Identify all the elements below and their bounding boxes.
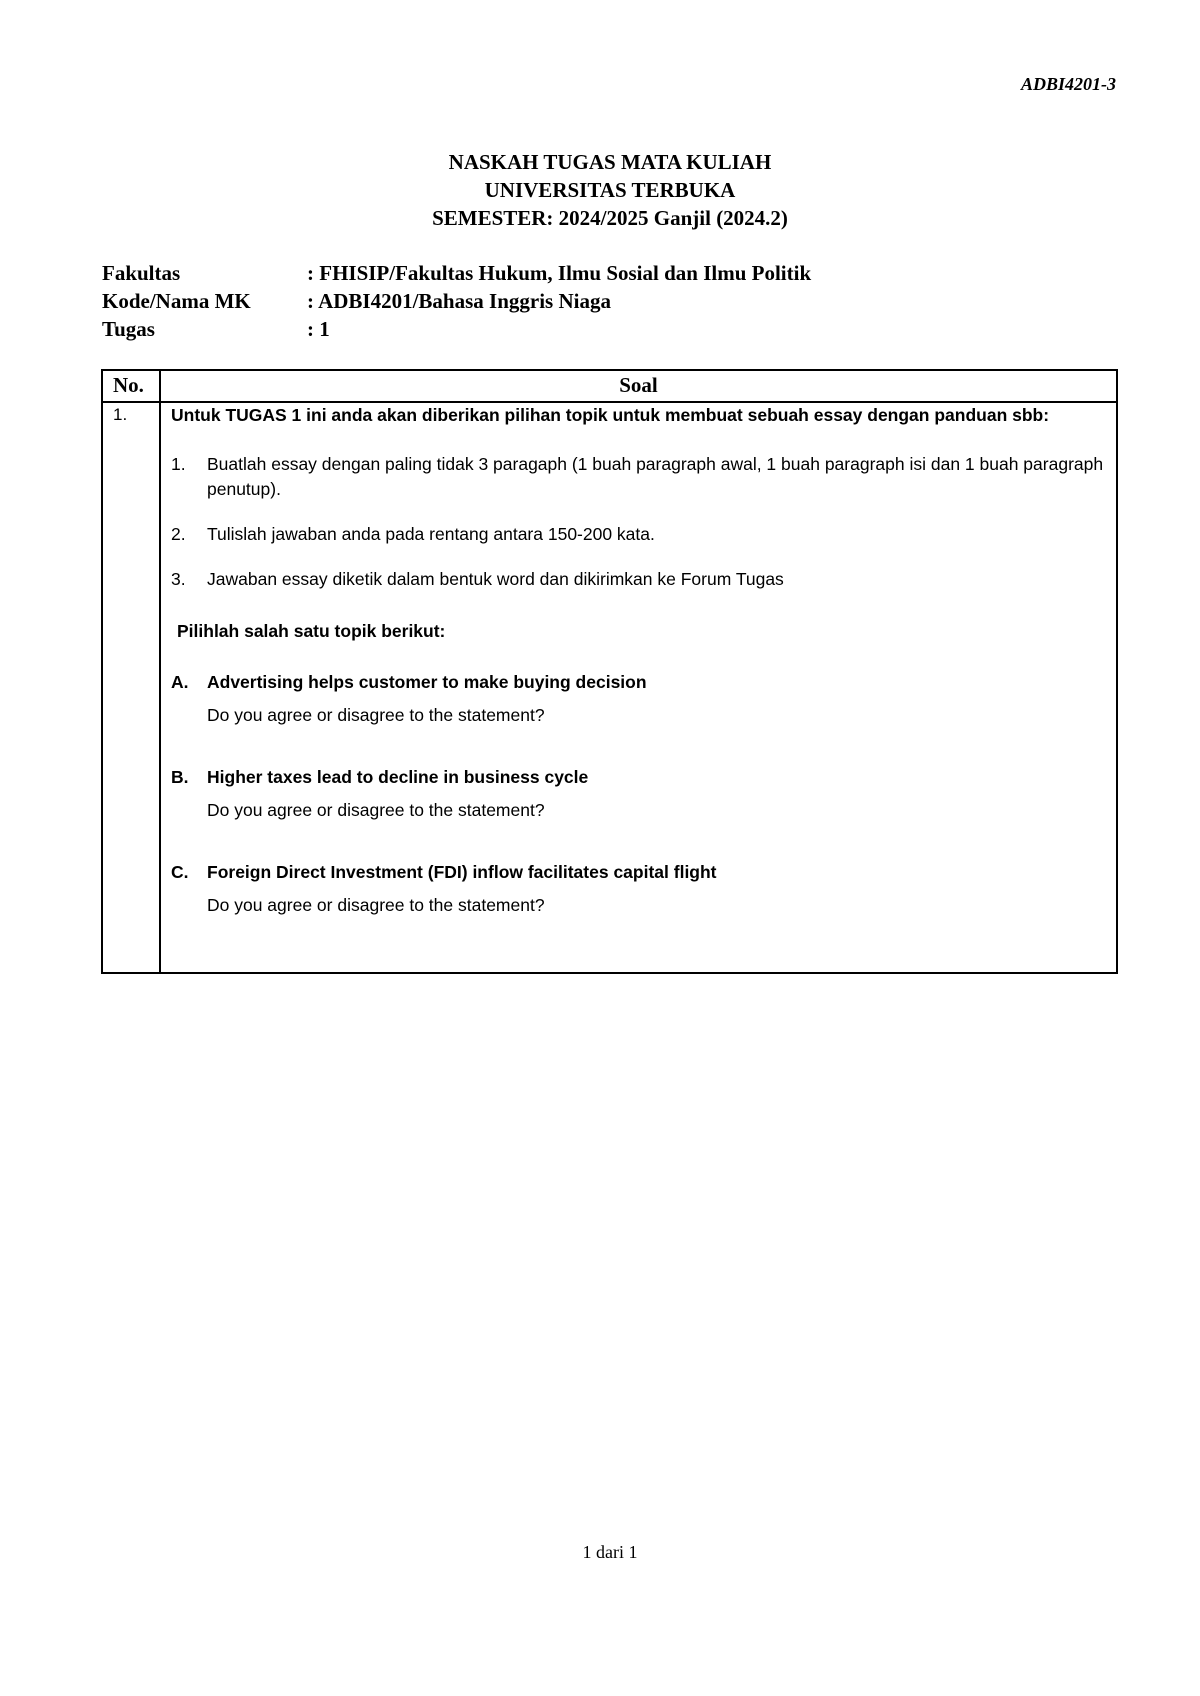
title-line-1: NASKAH TUGAS MATA KULIAH bbox=[448, 150, 772, 174]
header-no: No. bbox=[113, 373, 144, 397]
page-number: 1 dari 1 bbox=[582, 1542, 638, 1562]
topic-heading bbox=[171, 765, 1109, 790]
topic-title: Higher taxes lead to decline in business cycle bbox=[207, 767, 589, 787]
topic-letter: B. bbox=[171, 767, 189, 787]
topic-a bbox=[171, 670, 1109, 728]
meta-row-fakultas bbox=[102, 259, 811, 287]
row-number: 1. bbox=[113, 405, 128, 424]
meta-row-tugas bbox=[102, 315, 811, 343]
header-soal: Soal bbox=[619, 373, 658, 397]
instruction-list bbox=[171, 452, 1109, 592]
column-divider bbox=[159, 371, 161, 972]
list-item-number: 3. bbox=[171, 569, 186, 589]
list-item bbox=[171, 522, 1109, 547]
meta-row-kode bbox=[102, 287, 811, 315]
topic-title: Foreign Direct Investment (FDI) inflow facilitates capital flight bbox=[207, 862, 717, 882]
tugas-label: Tugas bbox=[102, 317, 155, 341]
title-line-2: UNIVERSITAS TERBUKA bbox=[484, 178, 736, 202]
topic-letter: A. bbox=[171, 672, 189, 692]
list-item bbox=[171, 567, 1109, 592]
soal-table bbox=[101, 369, 1118, 974]
kode-label: Kode/Nama MK bbox=[102, 289, 251, 313]
list-item-text: Jawaban essay diketik dalam bentuk word dan dikirimkan ke Forum Tugas bbox=[207, 569, 784, 589]
course-meta bbox=[102, 259, 811, 343]
course-code-header: ADBI4201-3 bbox=[1020, 74, 1116, 94]
list-item-text: Buatlah essay dengan paling tidak 3 paragaph (1 buah paragraph awal, 1 buah paragraph isi dan 1 buah paragraph penutup). bbox=[207, 454, 1104, 499]
table-header bbox=[103, 371, 1116, 403]
list-item-number: 1. bbox=[171, 454, 186, 474]
title-line-3: SEMESTER: 2024/2025 Ganjil (2024.2) bbox=[432, 206, 788, 230]
tugas-value: : 1 bbox=[307, 317, 330, 341]
list-item-text: Tulislah jawaban anda pada rentang antara 150-200 kata. bbox=[207, 524, 655, 544]
list-item bbox=[171, 452, 1109, 502]
topic-question: Do you agree or disagree to the statement? bbox=[207, 895, 545, 915]
topic-question: Do you agree or disagree to the statement? bbox=[207, 800, 545, 820]
list-item-number: 2. bbox=[171, 524, 186, 544]
document-title bbox=[0, 148, 1200, 232]
intro-text: Untuk TUGAS 1 ini anda akan diberikan pilihan topik untuk membuat sebuah essay dengan panduan sbb: bbox=[171, 405, 1050, 425]
topic-title: Advertising helps customer to make buying decision bbox=[207, 672, 647, 692]
fakultas-label: Fakultas bbox=[102, 261, 181, 285]
kode-value: : ADBI4201/Bahasa Inggris Niaga bbox=[307, 289, 611, 313]
fakultas-value: : FHISIP/Fakultas Hukum, Ilmu Sosial dan Ilmu Politik bbox=[307, 261, 812, 285]
topic-heading bbox=[171, 860, 1109, 885]
topic-b bbox=[171, 765, 1109, 823]
topic-c bbox=[171, 860, 1109, 918]
topic-heading bbox=[171, 670, 1109, 695]
topic-question: Do you agree or disagree to the statement? bbox=[207, 705, 545, 725]
choose-topic-label: Pilihlah salah satu topik berikut: bbox=[177, 621, 446, 641]
topic-letter: C. bbox=[171, 862, 189, 882]
soal-cell bbox=[171, 403, 1109, 918]
